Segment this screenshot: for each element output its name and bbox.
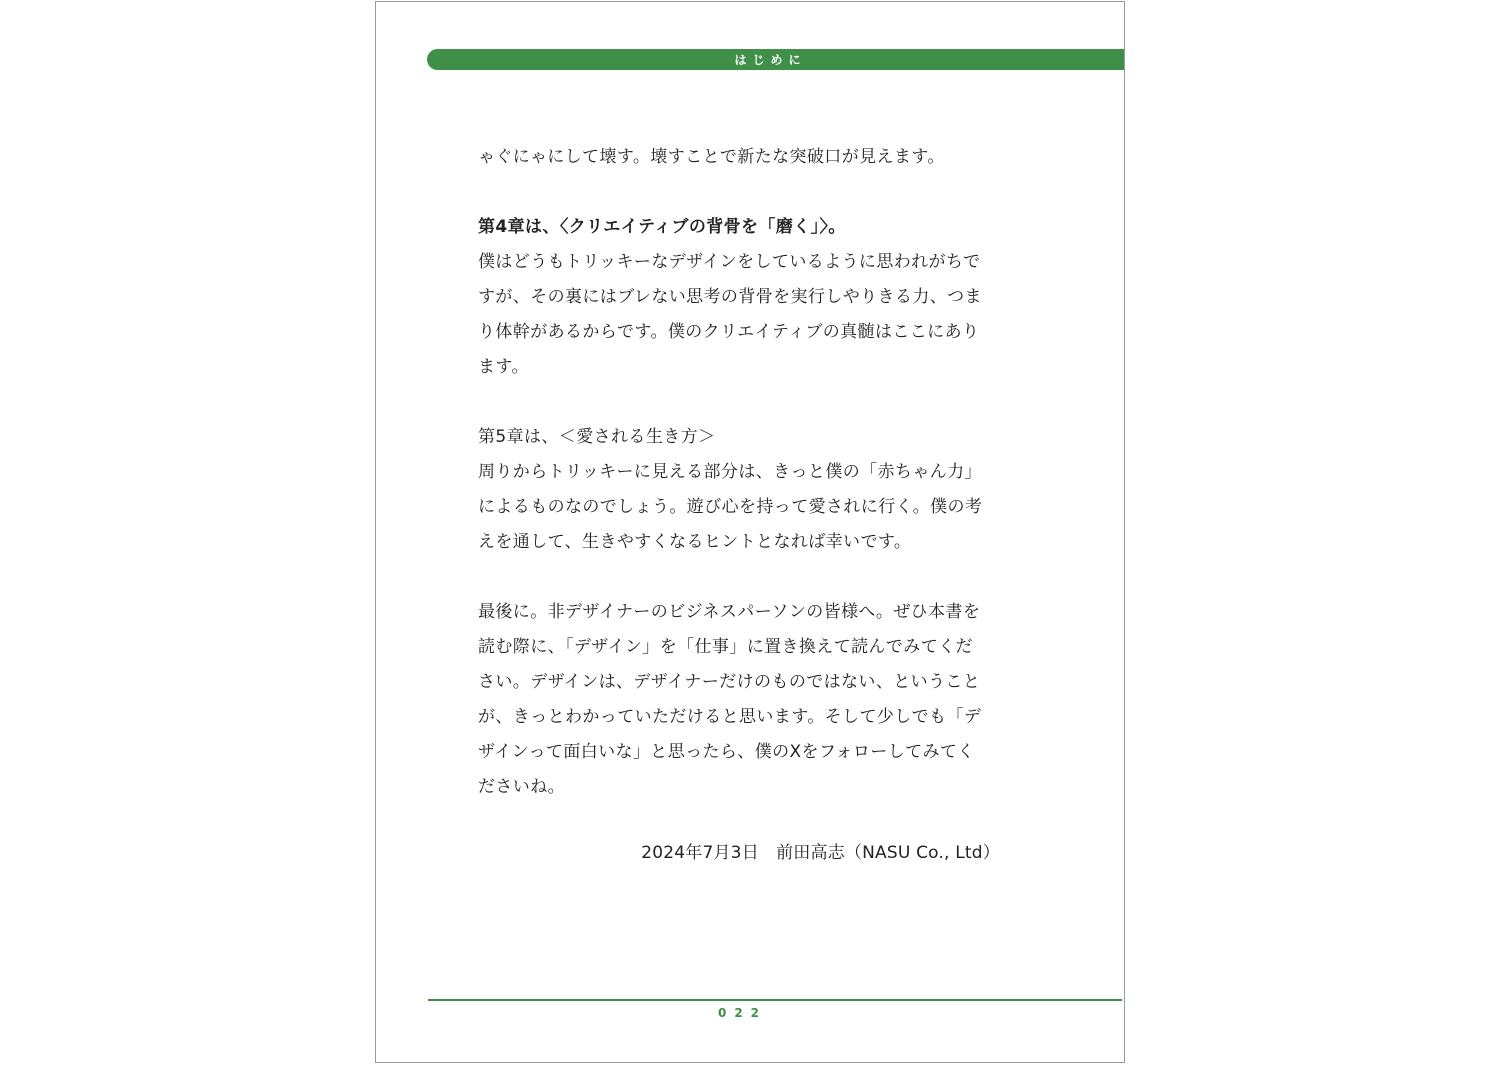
text-line: さい。デザインは、デザイナーだけのものではない、ということ bbox=[478, 672, 981, 692]
body-text bbox=[478, 140, 1023, 805]
text-line: すが、その裏にはブレない思考の背骨を実行しやりきる力、つま bbox=[478, 287, 982, 307]
text-line: ます。 bbox=[478, 357, 529, 377]
text-line: 僕はどうもトリッキーなデザインをしているように思われがちで bbox=[478, 252, 981, 272]
text-line: えを通して、生きやすくなるヒントとなれば幸いです。 bbox=[478, 532, 912, 552]
paragraph-gap bbox=[478, 385, 1023, 420]
text-line: ゃぐにゃにして壊す。壊すことで新たな突破口が見えます。 bbox=[478, 147, 945, 167]
page-number: 022 bbox=[717, 1006, 768, 1020]
text-line: 最後に。非デザイナーのビジネスパーソンの皆様へ。ぜひ本書を bbox=[478, 602, 981, 622]
chapter-4-heading: 第4章は、〈クリエイティブの背骨を「磨く」〉。 bbox=[478, 217, 846, 237]
paragraph-gap bbox=[478, 560, 1023, 595]
text-line: によるものなのでしょう。遊び心を持って愛されに行く。僕の考 bbox=[478, 497, 983, 517]
date-signature: 2024年7月3日 前田高志（NASU Co., Ltd） bbox=[641, 843, 1000, 863]
paragraph-gap bbox=[478, 175, 1023, 210]
text-line: が、きっとわかっていただけると思います。そして少しでも「デ bbox=[478, 707, 982, 727]
text-line: ザインって面白いな」と思ったら、僕のXをフォローしてみてく bbox=[478, 742, 975, 762]
footer-rule bbox=[428, 999, 1122, 1001]
text-line: 周りからトリッキーに見える部分は、きっと僕の「赤ちゃん力」 bbox=[478, 462, 982, 482]
text-line: 読む際に、「デザイン」を「仕事」に置き換えて読んでみてくだ bbox=[478, 637, 973, 657]
section-title: はじめに bbox=[734, 53, 807, 67]
text-line: り体幹があるからです。僕のクリエイティブの真髄はここにあり bbox=[478, 322, 980, 342]
text-line: ださいね。 bbox=[478, 777, 565, 797]
section-header-bar bbox=[427, 49, 1124, 70]
chapter-5-heading: 第5章は、＜愛される生き方＞ bbox=[478, 427, 716, 447]
